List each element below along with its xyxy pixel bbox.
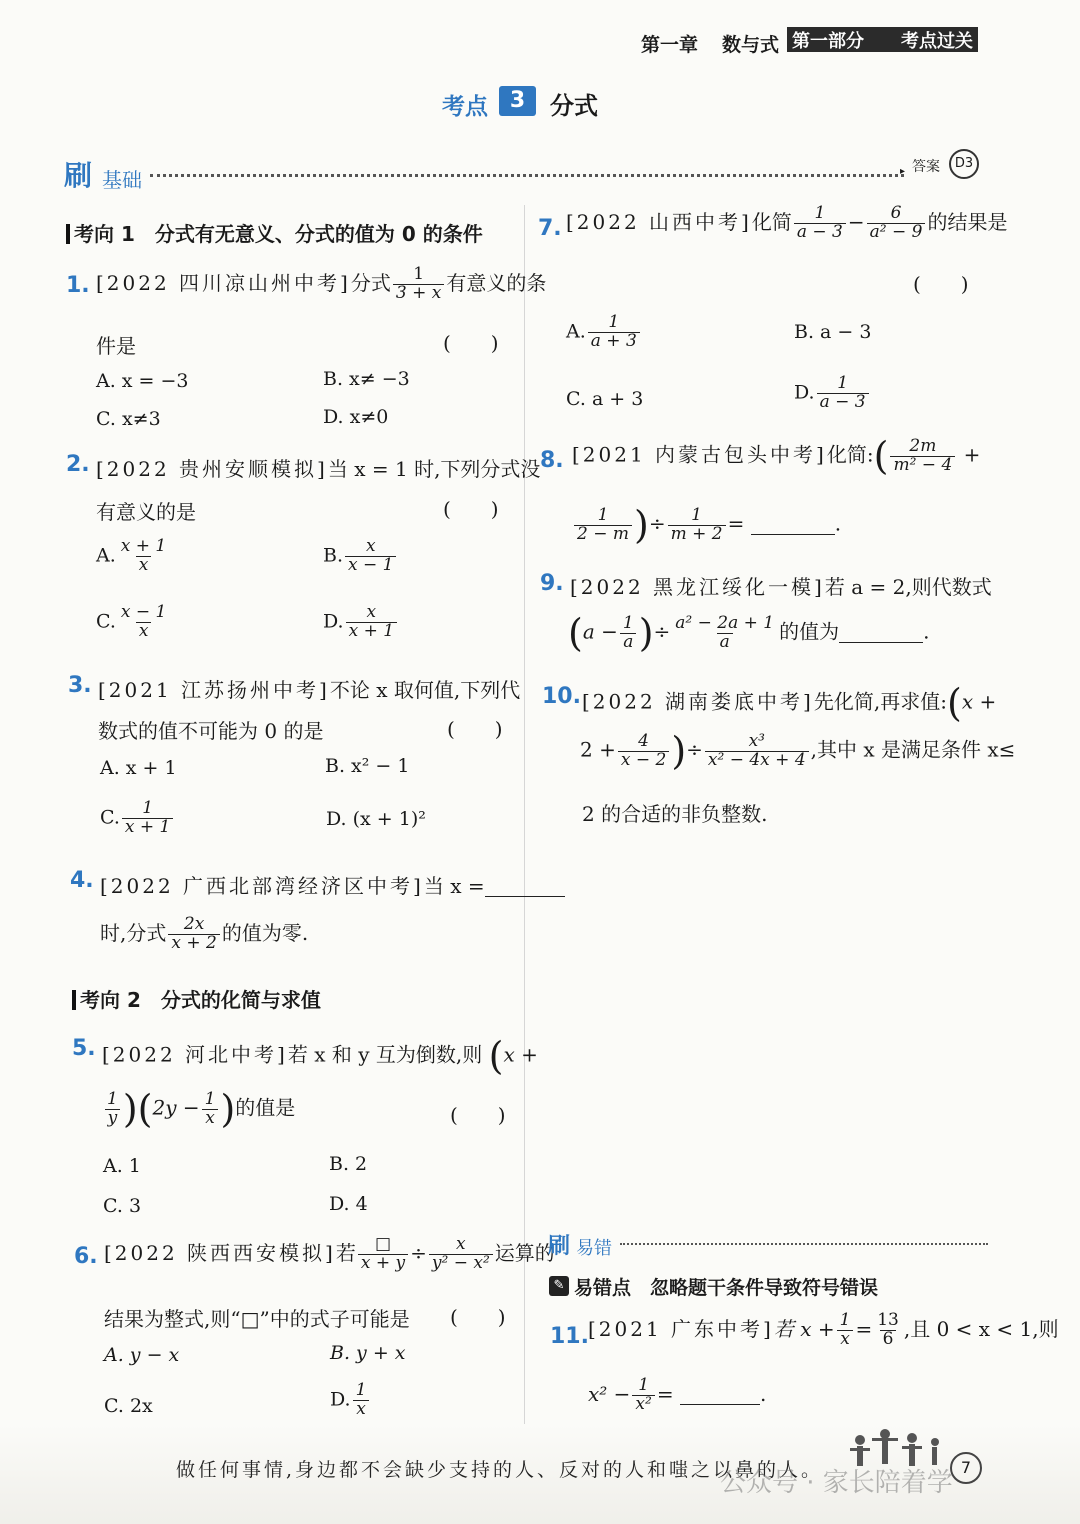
question-number: 9. bbox=[540, 571, 564, 596]
basic-section-label: 基础 bbox=[102, 168, 142, 192]
question-number: 5. bbox=[72, 1036, 96, 1061]
option-b: B. x² − 1 bbox=[325, 755, 410, 777]
topic-prefix: 考点 bbox=[442, 94, 488, 120]
answer-bracket: ( ) bbox=[450, 1103, 506, 1127]
mistake-point-heading: 易错点 忽略题干条件导致符号错误 bbox=[574, 1277, 879, 1299]
page-title: 分式 bbox=[550, 92, 598, 120]
arrow-icon: ▸ bbox=[900, 166, 906, 177]
question-number: 3. bbox=[68, 673, 92, 698]
option-a: A. $\frac{1}{a + 3}$ bbox=[566, 314, 642, 351]
question-5-line2: $\frac{1}{y}$ )(2y − $\frac{1}{x}$ )的值是 bbox=[102, 1090, 295, 1128]
option-d: D. (x + 1)² bbox=[326, 808, 426, 830]
option-a: A. x = −3 bbox=[96, 370, 189, 392]
answer-bracket: ( ) bbox=[443, 331, 499, 355]
question-number: 2. bbox=[66, 452, 90, 477]
option-c: C. x≠3 bbox=[96, 408, 161, 430]
question-number: 4. bbox=[70, 868, 94, 893]
brush-icon: 刷 bbox=[64, 159, 93, 192]
topic-number-badge: 3 bbox=[499, 86, 536, 116]
answer-blank[interactable] bbox=[751, 515, 835, 535]
question-4-stem: [2022 广西北部湾经济区中考]当 x = bbox=[100, 870, 565, 899]
option-b: B. $\frac{x}{x - 1}$ bbox=[323, 538, 398, 575]
question-3-stem: [2021 江苏扬州中考]不论 x 取何值,下列代 bbox=[98, 678, 521, 702]
question-6-stem: [2022 陕西西安模拟]若 $\frac{□}{x + y}$ ÷ $\frac{x}{\text{y² − x²}}$ 运算的 bbox=[104, 1234, 555, 1273]
question-number: 6. bbox=[74, 1244, 98, 1269]
direction-heading: 考向 1 分式有无意义、分式的值为 0 的条件 bbox=[66, 218, 483, 247]
subject-label: 数与式 bbox=[722, 34, 780, 56]
section-divider bbox=[620, 1243, 988, 1245]
fraction: $\frac{1}{3 + x}$ bbox=[393, 266, 444, 303]
answer-bracket: ( ) bbox=[443, 497, 499, 521]
question-number: 7. bbox=[538, 216, 562, 241]
option-a: A. x + 1 bbox=[100, 757, 177, 779]
option-b: B. x≠ −3 bbox=[323, 368, 410, 390]
answer-blank[interactable] bbox=[839, 623, 923, 643]
option-d: D. x≠0 bbox=[323, 406, 389, 428]
question-1-stem: [2022 四川凉山州中考]分式 $\frac{1}{3 + x}$ 有意义的条 bbox=[96, 264, 547, 303]
question-7-stem: [2022 山西中考]化简 $\frac{1}{a - 3}$ − $\frac{6}{\text{a² − 9}}$ 的结果是 bbox=[566, 203, 1008, 242]
option-b: B. a − 3 bbox=[794, 321, 872, 343]
answer-blank[interactable] bbox=[485, 877, 565, 897]
brush-icon: 刷 bbox=[548, 1234, 571, 1259]
option-c: C. a + 3 bbox=[566, 388, 644, 410]
section-divider bbox=[150, 174, 904, 177]
question-8-line2: $\frac{1}{2 - m}$ )÷ $\frac{1}{m + 2}$ = . bbox=[572, 506, 841, 544]
question-9-line2: (a − $\frac{1}{a}$ )÷ $\frac{\text{a² − 2a + 1}}{a}$ 的值为 . bbox=[568, 611, 930, 655]
option-a: A. y − x bbox=[104, 1344, 180, 1366]
section-label: 考点过关 bbox=[901, 30, 973, 52]
option-d: D. $\frac{1}{a - 3}$ bbox=[794, 375, 871, 412]
option-b: B. y + x bbox=[330, 1342, 406, 1364]
option-c: C. $\frac{x - 1}{x}$ bbox=[96, 602, 167, 641]
mistake-section-label: 易错 bbox=[576, 1238, 612, 1259]
option-b: B. 2 bbox=[329, 1153, 368, 1175]
page-number: 7 bbox=[950, 1452, 982, 1484]
option-a: A. 1 bbox=[103, 1155, 141, 1177]
option-d: D. $\frac{1}{x}$ bbox=[330, 1382, 371, 1419]
question-number: 10. bbox=[542, 684, 581, 709]
question-4-line2: 时,分式 $\frac{2x}{x + 2}$ 的值为零. bbox=[100, 914, 309, 953]
question-number: 8. bbox=[540, 448, 564, 473]
question-6-line2: 结果为整式,则“□”中的式子可能是 bbox=[104, 1307, 410, 1331]
option-d: D. $\frac{x}{x + 1}$ bbox=[323, 604, 399, 641]
question-number: 1. bbox=[66, 273, 90, 298]
chapter-label: 第一章 bbox=[641, 34, 699, 56]
option-d: D. 4 bbox=[329, 1193, 368, 1215]
question-11-stem: [2021 广东中考]若 x + $\frac{1}{x}$ = $\frac{13}{6}$ ,且 0 < x < 1,则 bbox=[588, 1310, 1059, 1349]
question-3-line2: 数式的值不可能为 0 的是 bbox=[98, 719, 324, 743]
answer-page-badge: D3 bbox=[949, 149, 979, 179]
direction-heading: 考向 2 分式的化简与求值 bbox=[72, 984, 321, 1013]
answer-bracket: ( ) bbox=[450, 1305, 506, 1329]
answer-bracket: ( ) bbox=[447, 717, 503, 741]
watermark: 公众号 · 家长陪着学 bbox=[720, 1468, 953, 1498]
question-1-line2: 件是 bbox=[96, 334, 136, 358]
question-5-stem: [2022 河北中考]若 x 和 y 互为倒数,则 (x + bbox=[102, 1034, 538, 1078]
question-2-stem: [2022 贵州安顺模拟]当 x = 1 时,下列分式没 bbox=[96, 457, 541, 481]
question-2-line2: 有意义的是 bbox=[96, 500, 196, 524]
option-c: C. 3 bbox=[103, 1195, 142, 1217]
part-label: 第一部分 bbox=[792, 30, 864, 52]
answer-label: 答案 bbox=[912, 159, 940, 175]
option-c: C. $\frac{1}{x + 1}$ bbox=[100, 800, 175, 837]
footer-motto: 做任何事情,身边都不会缺少支持的人、反对的人和嗤之以鼻的人。 bbox=[176, 1459, 824, 1481]
answer-blank[interactable] bbox=[680, 1385, 760, 1405]
option-a: A. $\frac{x + 1}{x}$ bbox=[96, 536, 167, 575]
question-10-line3: 2 的合适的非负整数. bbox=[582, 802, 768, 826]
question-11-line2: x² − $\frac{1}{\text{x²}}$ = . bbox=[588, 1375, 767, 1414]
pen-icon: ✎ bbox=[549, 1276, 569, 1296]
part-banner bbox=[787, 27, 978, 52]
question-9-stem: [2022 黑龙江绥化一模]若 a = 2,则代数式 bbox=[570, 575, 992, 599]
question-10-line2: 2 + $\frac{4}{x - 2}$ )÷ $\frac{\text{x³}}{\text{x² − 4x + 4}}$ ,其中 x 是满足条件 x≤ bbox=[580, 729, 1016, 773]
option-c: C. 2x bbox=[104, 1395, 153, 1417]
question-8-stem: [2021 内蒙古包头中考]化简:( $\frac{2m}{\text{m² − 4}}$ + bbox=[572, 434, 981, 478]
question-10-stem: [2022 湖南娄底中考]先化简,再求值:(x + bbox=[582, 681, 997, 725]
answer-bracket: ( ) bbox=[913, 272, 969, 296]
question-number: 11. bbox=[550, 1324, 589, 1349]
